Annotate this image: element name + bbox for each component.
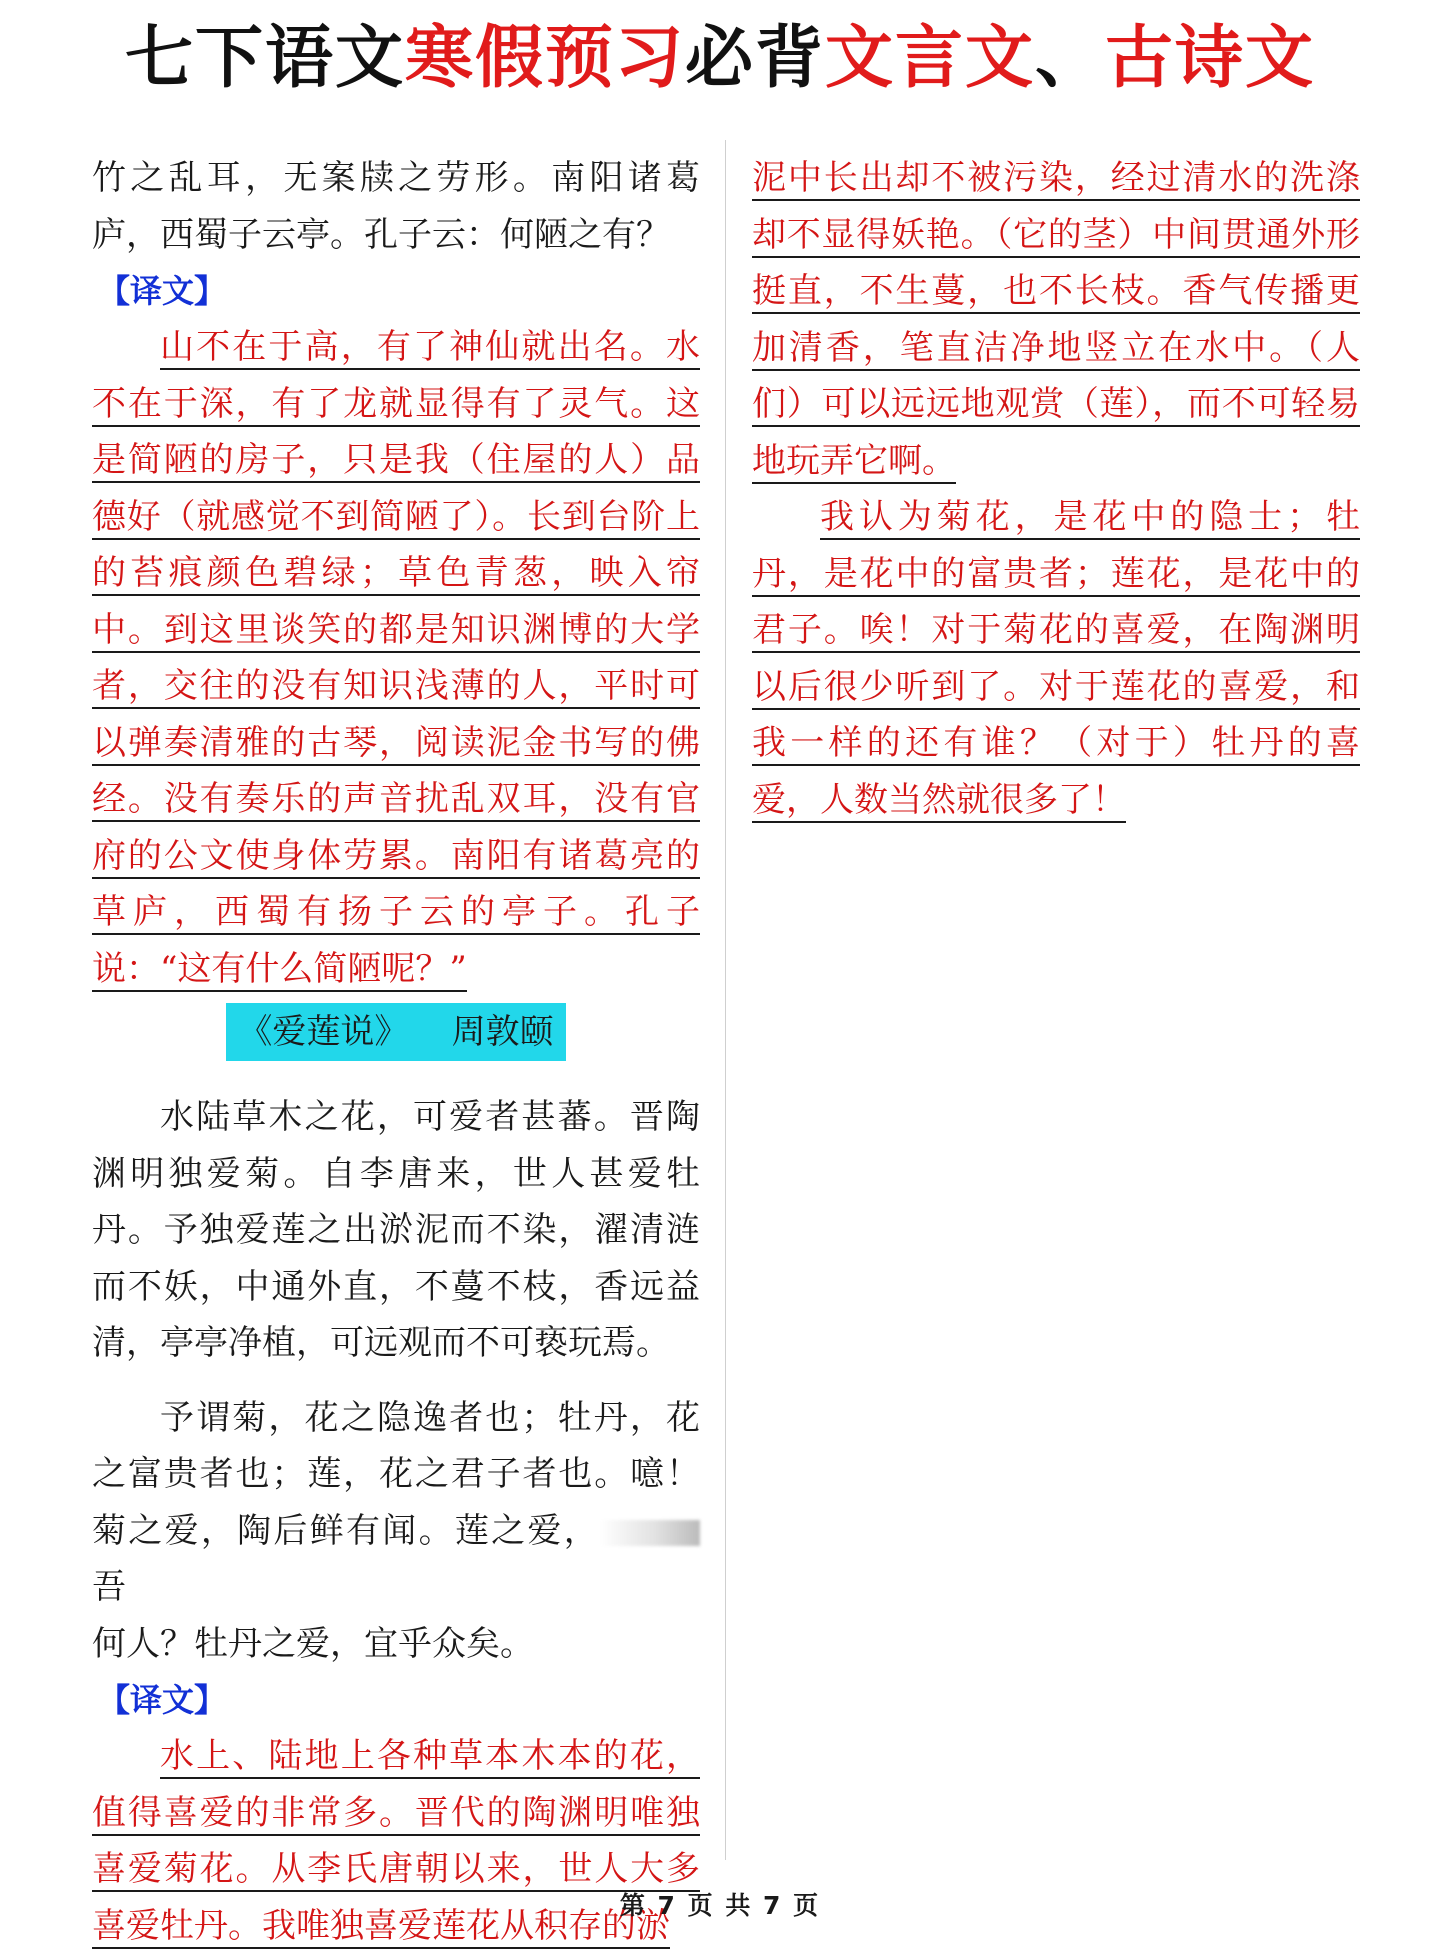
translation-text-2-content: 水上、陆地上各种草本木本的花，值得喜爱的非常多。晋代的陶渊明唯独喜爱菊花。从李氏唐朝以来，世人大多喜爱牡丹。我唯独喜爱莲花从积存的淤 — [92, 1736, 700, 1949]
column-divider — [725, 140, 726, 1860]
original-text-3: 予谓菊，花之隐逸者也；牡丹，花之富贵者也；莲，花之君子者也。噫！菊之爱，陶后鲜有闻。莲之爱，吾 何人？牡丹之爱，宜乎众矣。 — [92, 1397, 700, 1664]
original-text-2: 水陆草木之花，可爱者甚蕃。晋陶渊明独爱菊。自李唐来，世人甚爱牡丹。予独爱莲之出淤泥而不染，濯清涟而不妖，中通外直，不蔓不枝，香远益清，亭亭净植，可远观而不可亵玩焉。 — [92, 1097, 700, 1363]
title-part-5: 古诗文 — [1105, 19, 1316, 98]
translation-text-1 — [92, 319, 700, 997]
translation-text-3 — [752, 489, 1360, 828]
original-text-3b: 何人？牡丹之爱，宜乎众矣。 — [92, 1623, 534, 1664]
translation-label-2: 【译文】 — [98, 1681, 227, 1719]
left-column — [92, 150, 700, 1954]
obscured-text — [600, 1520, 700, 1546]
title-part-4: 文言文 — [825, 19, 1036, 98]
title-part-1: 七下语文 — [124, 19, 405, 98]
translation-text-1-content: 山不在于高，有了神仙就出名。水不在于深，有了龙就显得有了灵气。这是简陋的房子，只是我（住屋的人）品德好（就感觉不到简陋了）。长到台阶上的苔痕颜色碧绿；草色青葱，映入帘中。到这里谈笑的都是知识渊博的大学者，交往的没有知识浅薄的人，平时可以弹奏清雅的古琴，阅读泥金书写的佛经。没有奏乐的声音扰乱双耳，没有官府的公文使身体劳累。南阳有诸葛亮的草庐，西蜀有扬子云的亭子。孔子说：“这有什么简陋呢？” — [92, 327, 700, 992]
title-part-2: 寒假预习 — [404, 19, 685, 98]
translation-text-3-content: 我认为菊花，是花中的隐士；牡丹，是花中的富贵者；莲花，是花中的君子。唉！对于菊花的喜爱，在陶渊明以后很少听到了。对于莲花的喜爱，和我一样的还有谁？（对于）牡丹的喜爱，人数当然就很多了！ — [752, 497, 1360, 823]
translation-text-continued-content: 泥中长出却不被污染，经过清水的洗涤却不显得妖艳。（它的茎）中间贯通外形挺直，不生蔓，也不长枝。香气传播更加清香，笔直洁净地竖立在水中。（人们）可以远远地观赏（莲），而不可轻易地玩弄它啊。 — [752, 158, 1360, 484]
section-heading: 《爱莲说》 周敦颐 — [226, 1003, 565, 1061]
page-title — [0, 14, 1440, 104]
right-column — [752, 150, 1360, 828]
section-heading-wrap — [92, 1003, 700, 1061]
translation-text-continued — [752, 150, 1360, 489]
page-footer: 第 7 页 共 7 页 — [619, 1891, 821, 1920]
title-part-3: 必背 — [684, 19, 825, 98]
original-text-3a: 予谓菊，花之隐逸者也；牡丹，花之富贵者也；莲，花之君子者也。噫！菊之爱，陶后鲜有闻。莲之爱， — [92, 1397, 700, 1551]
title-separator: 、 — [1035, 19, 1106, 98]
translation-label-1: 【译文】 — [98, 272, 227, 310]
original-text-1: 竹之乱耳，无案牍之劳形。南阳诸葛庐，西蜀子云亭。孔子云：何陋之有？ — [92, 158, 700, 255]
